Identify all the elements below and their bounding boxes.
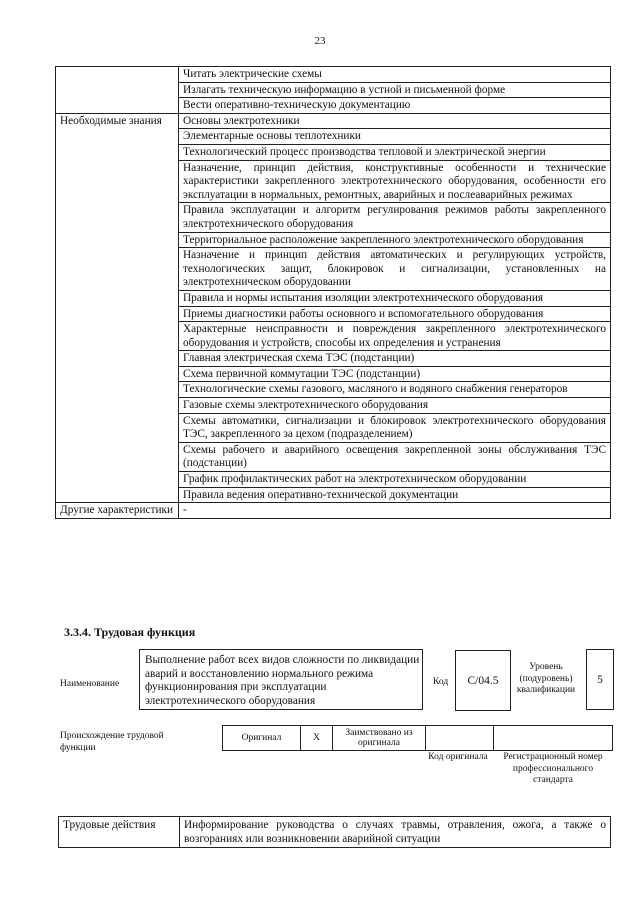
knowledge-row (56, 113, 611, 129)
function-name-box: Выполнение работ всех видов сложности по ликвидации аварий и восстановлению нормального режима функционирования при эксплуатации электротехнического оборудования (139, 649, 423, 710)
qualification-level-label: Уровень (подуровень) квалификации (516, 662, 576, 696)
row-label (56, 67, 179, 114)
row-value: - (179, 503, 611, 519)
original-code-caption: Код оригинала (428, 752, 488, 762)
labor-actions-label: Трудовые действия (59, 817, 180, 848)
row-value: Характерные неисправности и повреждения закрепленного электротехнического оборудования и устройств, способы их определения и устранения (179, 322, 611, 351)
registration-number-cell (494, 726, 613, 751)
row-value: Главная электрическая схема ТЭС (подстанции) (179, 351, 611, 367)
other-characteristics-row (56, 503, 611, 519)
row-value: Схемы автоматики, сигнализации и блокировок электротехнического оборудования ТЭС, закрепленного за цехом (подразделением) (179, 413, 611, 442)
row-value: Назначение, принцип действия, конструктивные особенности и технические характеристики закрепленного электротехнического оборудования, особенности его эксплуатации в нормальных, ремонтных, аварийных и послеаварийных режимах (179, 160, 611, 203)
function-name-label: Наименование (60, 679, 120, 689)
page-number: 23 (314, 35, 326, 47)
skill-row (56, 67, 611, 83)
row-value: Схемы рабочего и аварийного освещения закрепленной зоны обслуживания ТЭС (подстанции) (179, 442, 611, 471)
original-mark: X (301, 726, 333, 751)
row-value: Элементарные основы теплотехники (179, 129, 611, 145)
code-box: C/04.5 (455, 650, 511, 711)
borrowed-cell: Заимствовано из оригинала (333, 726, 426, 751)
origin-label: Происхождение трудовой функции (60, 731, 164, 753)
row-value: Схема первичной коммутации ТЭС (подстанции) (179, 366, 611, 382)
original-code-cell (426, 726, 494, 751)
row-value: Приемы диагностики работы основного и вспомогательного оборудования (179, 306, 611, 322)
section-title: 3.3.4. Трудовая функция (64, 625, 196, 639)
row-value: Правила и нормы испытания изоляции электротехнического оборудования (179, 290, 611, 306)
row-label: Другие характеристики (56, 503, 179, 519)
row-value: Технологические схемы газового, масляного и водяного снабжения генераторов (179, 382, 611, 398)
labor-actions-table (58, 816, 611, 848)
labor-actions-value: Информирование руководства о случаях травмы, отравления, ожога, а также о возгораниях или возникновении аварийной ситуации (180, 817, 611, 848)
registration-number-caption: Регистрационный номер профессионального стандарта (503, 752, 603, 786)
row-value: График профилактических работ на электротехническом оборудовании (179, 472, 611, 488)
origin-table (222, 725, 613, 751)
qualification-level-box: 5 (586, 649, 614, 710)
row-value: Правила ведения оперативно-технической документации (179, 487, 611, 503)
row-value: Основы электротехники (179, 113, 611, 129)
row-value: Читать электрические схемы (179, 67, 611, 83)
row-value: Вести оперативно-техническую документацию (179, 98, 611, 114)
row-value: Правила эксплуатации и алгоритм регулирования режимов работы закрепленного электротехнического оборудования (179, 203, 611, 232)
row-value: Территориальное расположение закрепленного электротехнического оборудования (179, 232, 611, 248)
row-label: Необходимые знания (56, 113, 179, 502)
row-value: Газовые схемы электротехнического оборудования (179, 398, 611, 414)
row-value: Излагать техническую информацию в устной и письменной форме (179, 82, 611, 98)
row-value: Назначение и принцип действия автоматических и регулирующих устройств, технологических защит, блокировок и сигнализации, установленных на электротехническом оборудовании (179, 248, 611, 291)
code-label: Код (433, 677, 449, 687)
row-value: Технологический процесс производства тепловой и электрической энергии (179, 144, 611, 160)
knowledge-table (55, 66, 611, 519)
original-cell: Оригинал (223, 726, 301, 751)
